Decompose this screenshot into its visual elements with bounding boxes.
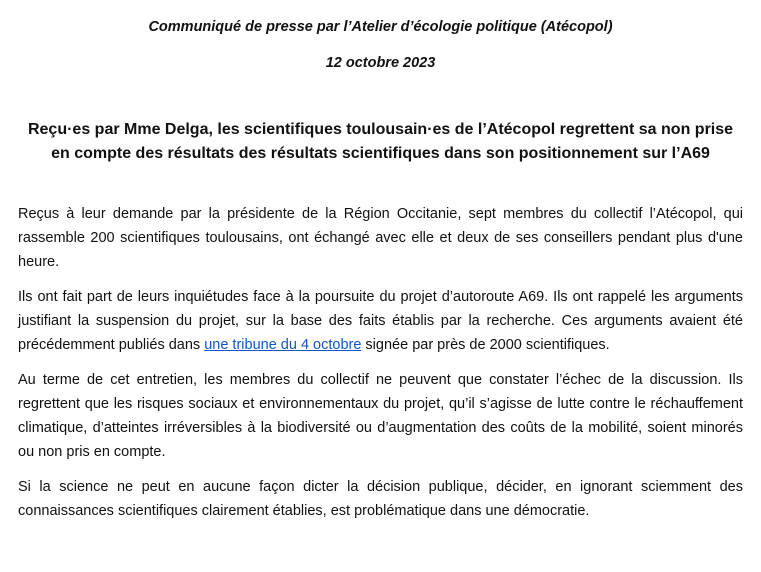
paragraph-2 [18,285,743,357]
paragraph-1: Reçus à leur demande par la présidente de la Région Occitanie, sept membres du collectif l’Atécopol, qui rassemble 200 scientifiques toulousains, ont échangé avec elle et deux de ses conseillers pendant plus d'une heure. [18,206,743,270]
paragraph-4: Si la science ne peut en aucune façon dicter la décision publique, décider, en ignorant sciemment des connaissances scientifiques clairement établies, est problématique dans une démocratie. [18,479,743,519]
paragraph-3: Au terme de cet entretien, les membres du collectif ne peuvent que constater l’échec de la discussion. Ils regrettent que les risques sociaux et environnementaux du projet, qu’il s’agisse de lutte contre le réchauffement climatique, d’atteintes irréversibles à la biodiversité ou d’augmentation des coûts de la mobilité, soient minorés ou non pris en compte. [18,372,743,460]
press-release-date: 12 octobre 2023 [325,55,436,71]
tribune-link[interactable]: une tribune du 4 octobre [204,337,362,353]
press-release-title: Communiqué de presse par l’Atelier d’écologie politique (Atécopol) [148,19,613,35]
body-text [18,202,743,523]
headline: Reçu·es par Mme Delga, les scientifiques toulousain·es de l’Atécopol regrettent sa non prise en compte des résultats des résultats scientifiques dans son positionnement sur l’A69 [27,121,734,162]
paragraph-2-text-after: signée par près de 2000 scientifiques. [361,337,610,353]
paragraph-2-text-before: Ils ont fait part de leurs inquiétudes face à la poursuite du projet d’autoroute A69. Ils ont rappelé les arguments justifiant la suspension du projet, sur la base des faits établis par la recherche. Ces arguments avaient été précédemment publiés dans [18,289,743,353]
